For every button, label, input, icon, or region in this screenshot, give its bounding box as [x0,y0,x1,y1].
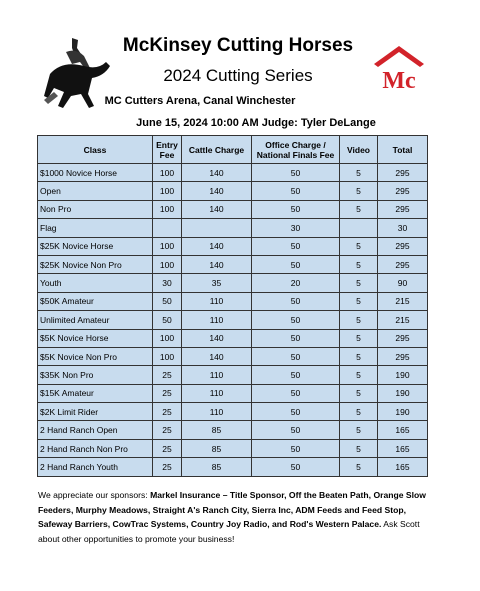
cell-total: 215 [378,311,428,329]
sponsors-intro: We appreciate our sponsors: [38,490,151,500]
series-title: 2024 Cutting Series [163,66,313,85]
col-header-entry-fee: Entry Fee [153,136,182,164]
cell-entry-fee: 100 [153,329,182,347]
cell-total: 190 [378,384,428,402]
cell-cattle-charge: 140 [182,237,252,255]
cell-cattle-charge: 85 [182,458,252,476]
cell-video: 5 [340,292,378,310]
cell-office-charge: 50 [252,164,340,182]
cell-total: 215 [378,292,428,310]
cell-total: 295 [378,182,428,200]
cell-entry-fee: 100 [153,200,182,218]
col-header-cattle-charge: Cattle Charge [182,136,252,164]
table-row [38,292,428,310]
col-header-video: Video [340,136,378,164]
cell-office-charge: 50 [252,403,340,421]
cell-cattle-charge: 35 [182,274,252,292]
cell-class: Flag [38,219,153,237]
cell-total: 90 [378,274,428,292]
cell-entry-fee: 25 [153,384,182,402]
brand-mark: Mc [382,68,416,94]
cell-video: 5 [340,458,378,476]
table-row [38,164,428,182]
cell-video: 5 [340,274,378,292]
cell-total: 295 [378,200,428,218]
col-header-total: Total [378,136,428,164]
cell-total: 165 [378,439,428,457]
cell-entry-fee: 100 [153,255,182,273]
cell-office-charge: 50 [252,311,340,329]
cell-video: 5 [340,329,378,347]
cell-entry-fee [153,219,182,237]
cell-video: 5 [340,439,378,457]
cell-video: 5 [340,182,378,200]
table-row [38,366,428,384]
cell-class: 2 Hand Ranch Open [38,421,153,439]
cell-office-charge: 50 [252,366,340,384]
venue-line: MC Cutters Arena, Canal Winchester [104,95,296,107]
cell-video: 5 [340,347,378,365]
cell-total: 165 [378,458,428,476]
cell-video: 5 [340,311,378,329]
cell-cattle-charge: 140 [182,329,252,347]
cell-office-charge: 50 [252,347,340,365]
cell-cattle-charge: 85 [182,439,252,457]
cell-total: 190 [378,366,428,384]
cell-total: 190 [378,403,428,421]
table-row [38,219,428,237]
cell-entry-fee: 100 [153,182,182,200]
cell-cattle-charge: 110 [182,366,252,384]
cell-cattle-charge: 110 [182,311,252,329]
date-judge-line: June 15, 2024 10:00 AM Judge: Tyler DeLange [136,117,376,129]
cell-video: 5 [340,255,378,273]
cell-total: 295 [378,237,428,255]
table-row [38,421,428,439]
cell-class: 2 Hand Ranch Non Pro [38,439,153,457]
cell-entry-fee: 100 [153,237,182,255]
cell-class: Open [38,182,153,200]
cell-office-charge: 50 [252,255,340,273]
sponsors-list: Markel Insurance – Title Sponsor, Off the Beaten Path, Orange Slow Feeders, Murphy Meadows, Straight A's Ranch City, Sierra Inc, ADM Feeds and Feed Stop, Safeway Barriers, CowTrac Systems, Country Joy Radio, and Rod's Western Palace. [38,490,426,529]
cell-class: $35K Non Pro [38,366,153,384]
cell-class: $50K Amateur [38,292,153,310]
cell-class: $2K Limit Rider [38,403,153,421]
cell-cattle-charge: 140 [182,347,252,365]
cell-entry-fee: 25 [153,403,182,421]
cell-class: $5K Novice Non Pro [38,347,153,365]
cell-entry-fee: 50 [153,292,182,310]
table-row [38,237,428,255]
cell-cattle-charge: 110 [182,384,252,402]
table-row [38,311,428,329]
cell-cattle-charge: 140 [182,255,252,273]
cell-office-charge: 50 [252,292,340,310]
cell-class: $15K Amateur [38,384,153,402]
cell-video: 5 [340,200,378,218]
cell-class: Unlimited Amateur [38,311,153,329]
cell-cattle-charge: 85 [182,421,252,439]
cell-office-charge: 30 [252,219,340,237]
cell-entry-fee: 25 [153,421,182,439]
cell-total: 295 [378,347,428,365]
cell-cattle-charge: 140 [182,164,252,182]
cell-entry-fee: 100 [153,347,182,365]
cell-entry-fee: 25 [153,458,182,476]
cell-entry-fee: 25 [153,439,182,457]
cell-total: 295 [378,329,428,347]
table-row [38,255,428,273]
cell-office-charge: 50 [252,458,340,476]
sponsors-outro: Ask Scott about other opportunities to promote your business! [38,519,420,544]
cell-video: 5 [340,237,378,255]
cell-office-charge: 50 [252,421,340,439]
cell-class: Non Pro [38,200,153,218]
table-row [38,182,428,200]
cell-cattle-charge: 110 [182,403,252,421]
cell-video: 5 [340,366,378,384]
cell-cattle-charge: 140 [182,200,252,218]
sponsors-note [38,488,438,546]
cell-total: 295 [378,164,428,182]
cell-class: Youth [38,274,153,292]
cell-entry-fee: 100 [153,164,182,182]
cell-office-charge: 50 [252,182,340,200]
table-row [38,458,428,476]
cell-total: 30 [378,219,428,237]
table-row [38,403,428,421]
table-row [38,384,428,402]
cell-entry-fee: 30 [153,274,182,292]
table-row [38,200,428,218]
cell-video: 5 [340,403,378,421]
cell-total: 165 [378,421,428,439]
cell-office-charge: 50 [252,439,340,457]
table-row [38,329,428,347]
cell-video: 5 [340,384,378,402]
col-header-office-charge: Office Charge / National Finals Fee [252,136,340,164]
cell-video [340,219,378,237]
cell-class: $25K Novice Non Pro [38,255,153,273]
cell-office-charge: 50 [252,200,340,218]
cell-total: 295 [378,255,428,273]
col-header-class: Class [38,136,153,164]
org-title: McKinsey Cutting Horses [122,35,354,56]
table-row [38,439,428,457]
fee-table [37,135,428,477]
cell-office-charge: 50 [252,384,340,402]
cell-entry-fee: 25 [153,366,182,384]
cell-cattle-charge: 110 [182,292,252,310]
cell-cattle-charge: 140 [182,182,252,200]
cell-class: $25K Novice Horse [38,237,153,255]
table-row [38,274,428,292]
table-header-row [38,136,428,164]
cell-cattle-charge [182,219,252,237]
table-row [38,347,428,365]
cell-video: 5 [340,421,378,439]
cell-office-charge: 50 [252,237,340,255]
cell-video: 5 [340,164,378,182]
cell-class: 2 Hand Ranch Youth [38,458,153,476]
cell-class: $5K Novice Horse [38,329,153,347]
cell-office-charge: 50 [252,329,340,347]
cell-class: $1000 Novice Horse [38,164,153,182]
cell-entry-fee: 50 [153,311,182,329]
cell-office-charge: 20 [252,274,340,292]
